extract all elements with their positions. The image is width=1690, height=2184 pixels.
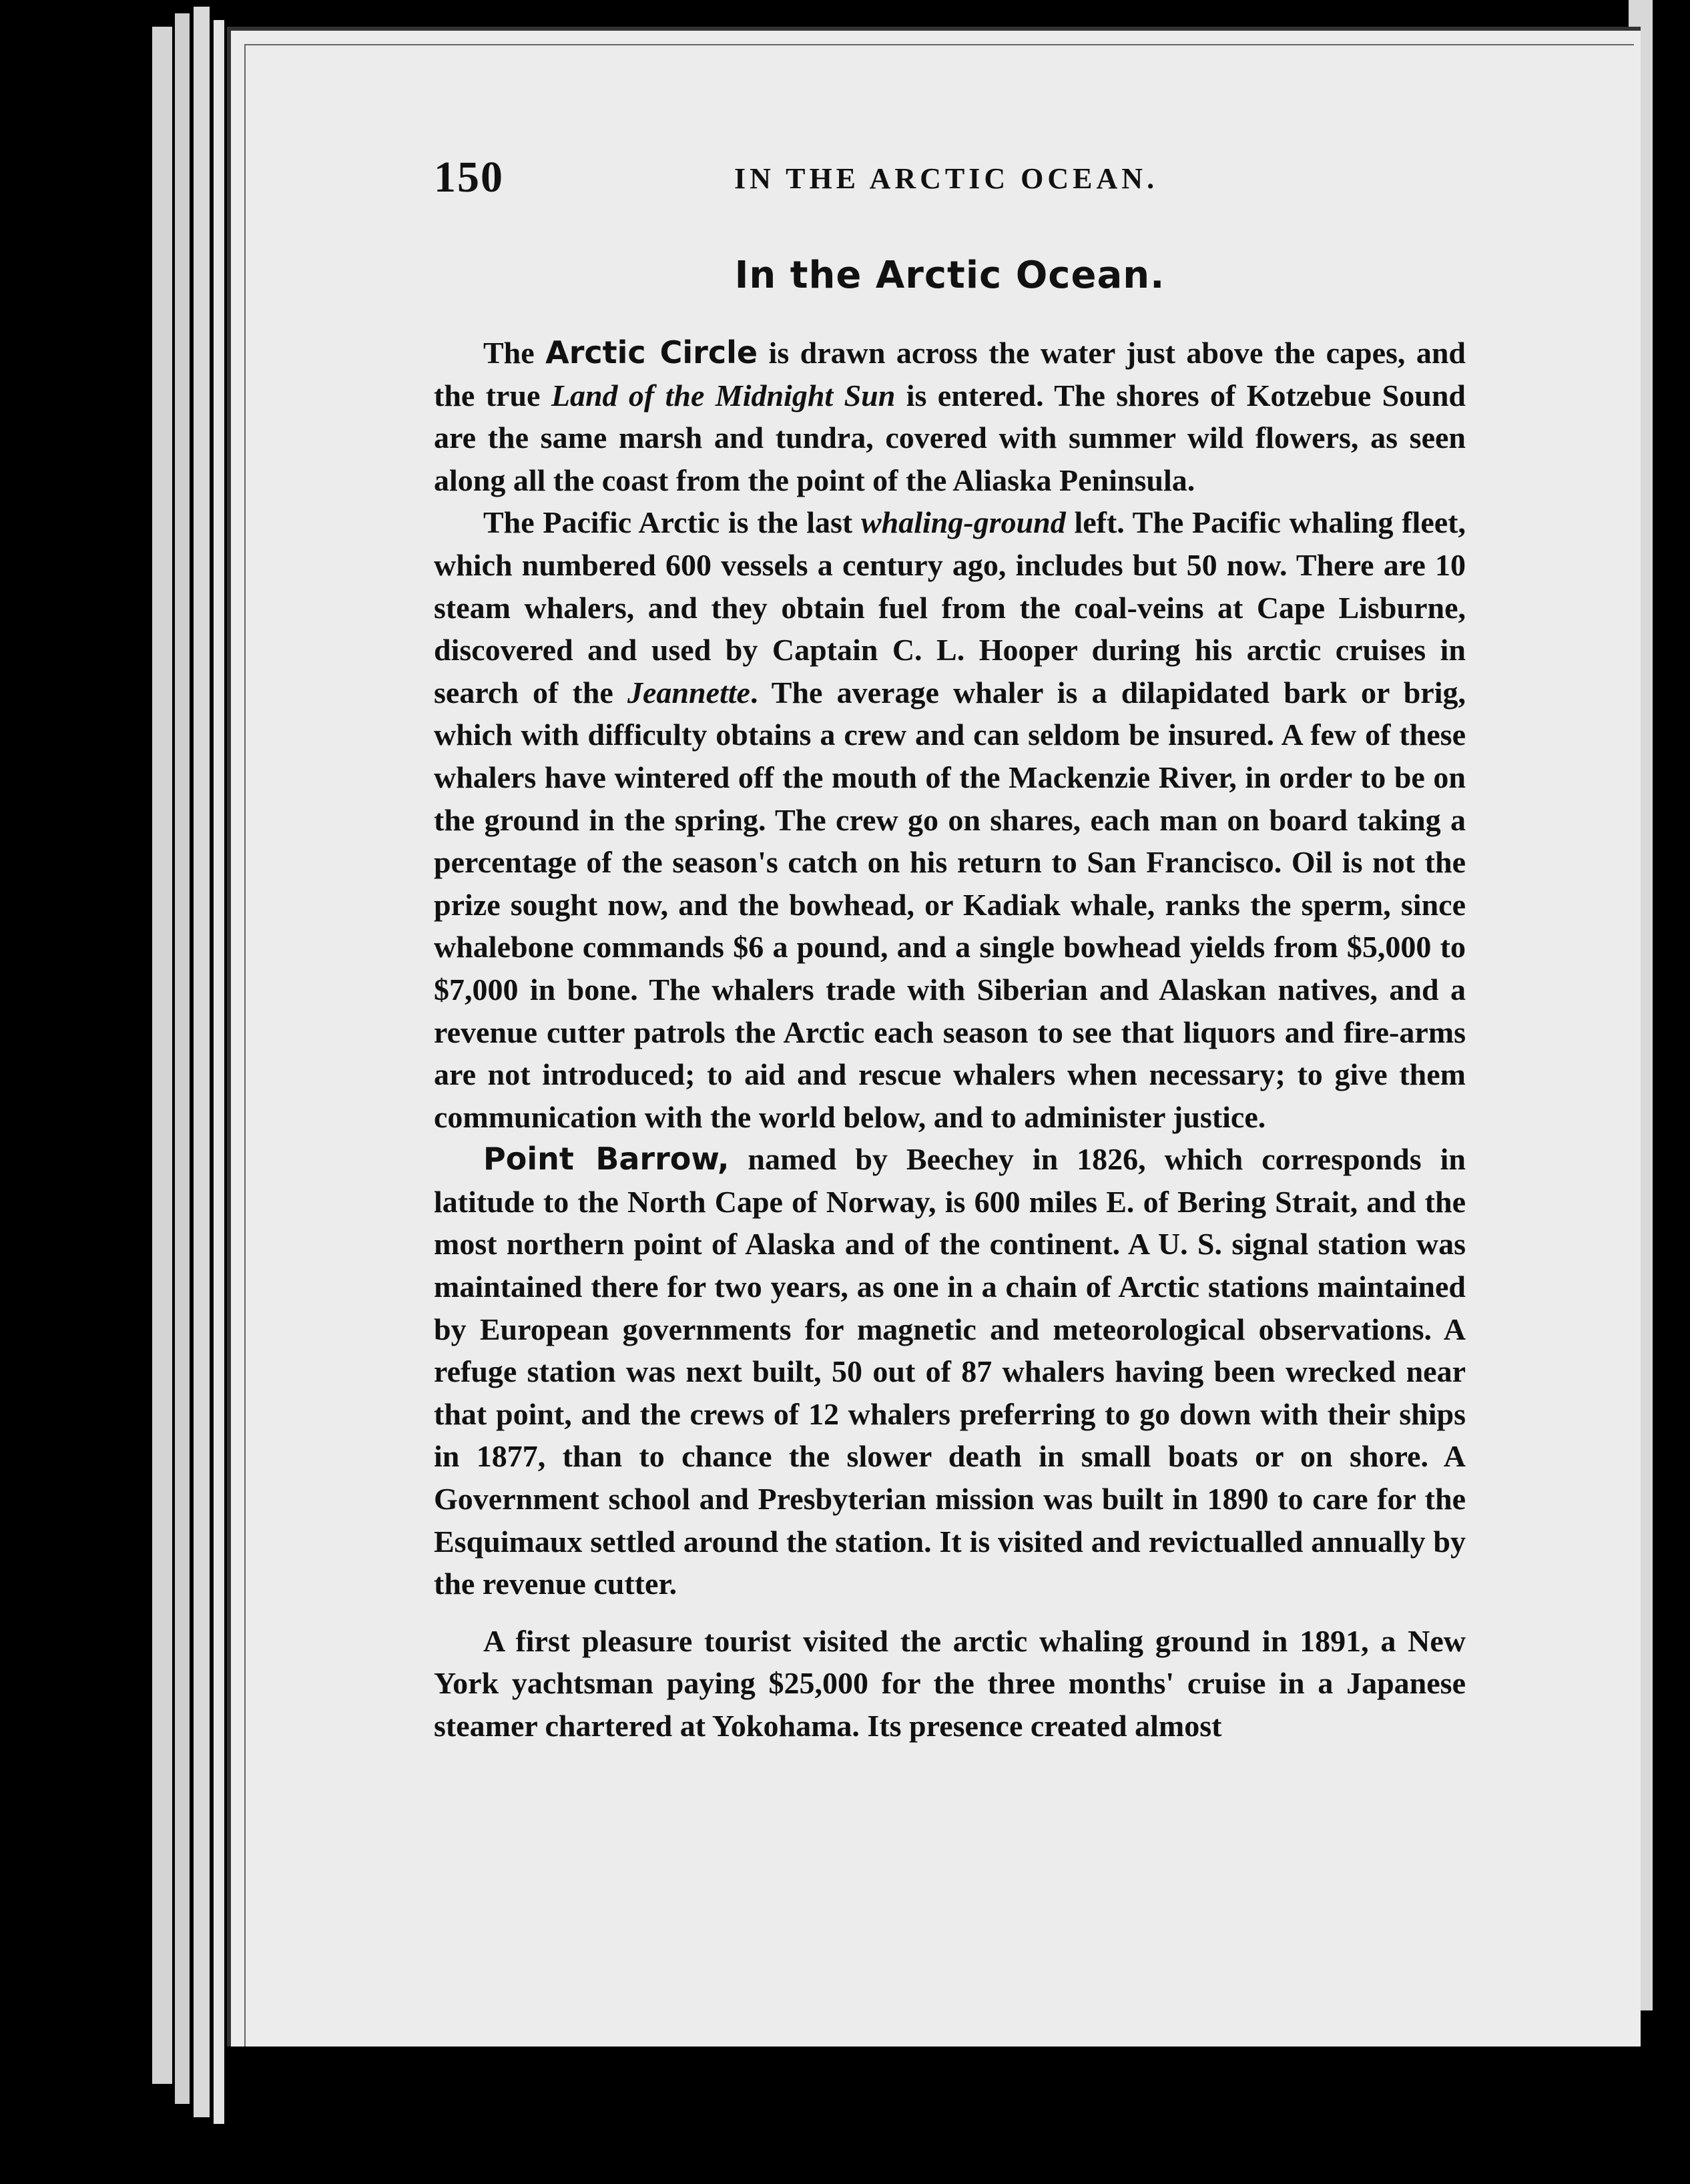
section-title: In the Arctic Ocean. bbox=[734, 254, 1165, 297]
text-run: left. The Pacific whaling fleet, which numbered 600 vessels a century ago, includes but 50 now. There are 10 steam whalers, and they obtain fuel from the coal-veins at Cape Lisburne, discovered and used by Captain C. L. Hooper during his arctic cruises in search of the bbox=[434, 505, 1466, 710]
lead-term: Arctic Circle bbox=[545, 334, 758, 370]
paragraph-point-barrow bbox=[434, 1138, 1466, 1605]
page-edge-layer bbox=[214, 20, 224, 2124]
italic-phrase: Jeannette bbox=[627, 675, 750, 710]
text-run: . The average whaler is a dilapidated bark or brig, which with difficulty obtains a crew and can seldom be insured. A few of these whalers have wintered off the mouth of the Mackenzie River, in order to be on the ground in the spring. The crew go on shares, each man on board taking a percentage of the season's catch on his return to San Francisco. Oil is not the prize sought now, and the bowhead, or Kadiak whale, ranks the sperm, since whalebone commands $6 a pound, and a single bowhead yields from $5,000 to $7,000 in bone. The whalers trade with Siberian and Alaskan natives, and a revenue cutter patrols the Arctic each season to see that liquors and fire-arms are not introduced; to aid and rescue whalers when necessary; to give them communication with the world below, and to administer justice. bbox=[434, 675, 1466, 1134]
text-run: The bbox=[483, 336, 546, 370]
text-run: is drawn across the water just above the capes, and the true bbox=[434, 336, 1466, 413]
italic-phrase: Land of the Midnight Sun bbox=[551, 378, 896, 413]
paragraph-arctic-circle bbox=[434, 332, 1466, 501]
page-edge-layer bbox=[175, 13, 190, 2104]
lead-term: Point Barrow, bbox=[483, 1141, 730, 1177]
body-text bbox=[434, 332, 1466, 1747]
page-header bbox=[434, 152, 1466, 202]
text-run: named by Beechey in 1826, which corresponds in latitude to the North Cape of Norway, is 600 miles E. of Bering Strait, and the most northern point of Alaska and of the continent. A U. S. signal station was maintained there for two years, as one in a chain of Arctic stations maintained by European governments for magnetic and meteorological observations. A refuge station was next built, 50 out of 87 whalers having been wrecked near that point, and the crews of 12 whalers preferring to go down with their ships in 1877, than to chance the slower death in small boats or on shore. A Government school and Presbyterian mission was built in 1890 to care for the Esquimaux settled around the station. It is visited and revictualled annually by the revenue cutter. bbox=[434, 1142, 1466, 1601]
italic-phrase: whaling-ground bbox=[860, 505, 1066, 540]
page-edge-layer bbox=[152, 27, 172, 2084]
text-run: A first pleasure tourist visited the arctic whaling ground in 1891, a New York yachtsman paying $25,000 for the three months' cruise in a Japanese steamer chartered at Yokohama. Its presence created almost bbox=[434, 1623, 1466, 1743]
running-head: IN THE ARCTIC OCEAN. bbox=[734, 162, 1159, 195]
paragraph-pacific-arctic bbox=[434, 501, 1466, 1138]
page-number: 150 bbox=[434, 153, 504, 202]
text-run: The Pacific Arctic is the last bbox=[483, 505, 861, 540]
text-run: is entered. The shores of Kotzebue Sound are the same marsh and tundra, covered with summer wild flowers, as seen along all the coast from the point of the Aliaska Peninsula. bbox=[434, 378, 1466, 497]
page-edge-layer bbox=[194, 7, 210, 2117]
paragraph-pleasure-tourist bbox=[434, 1620, 1466, 1747]
